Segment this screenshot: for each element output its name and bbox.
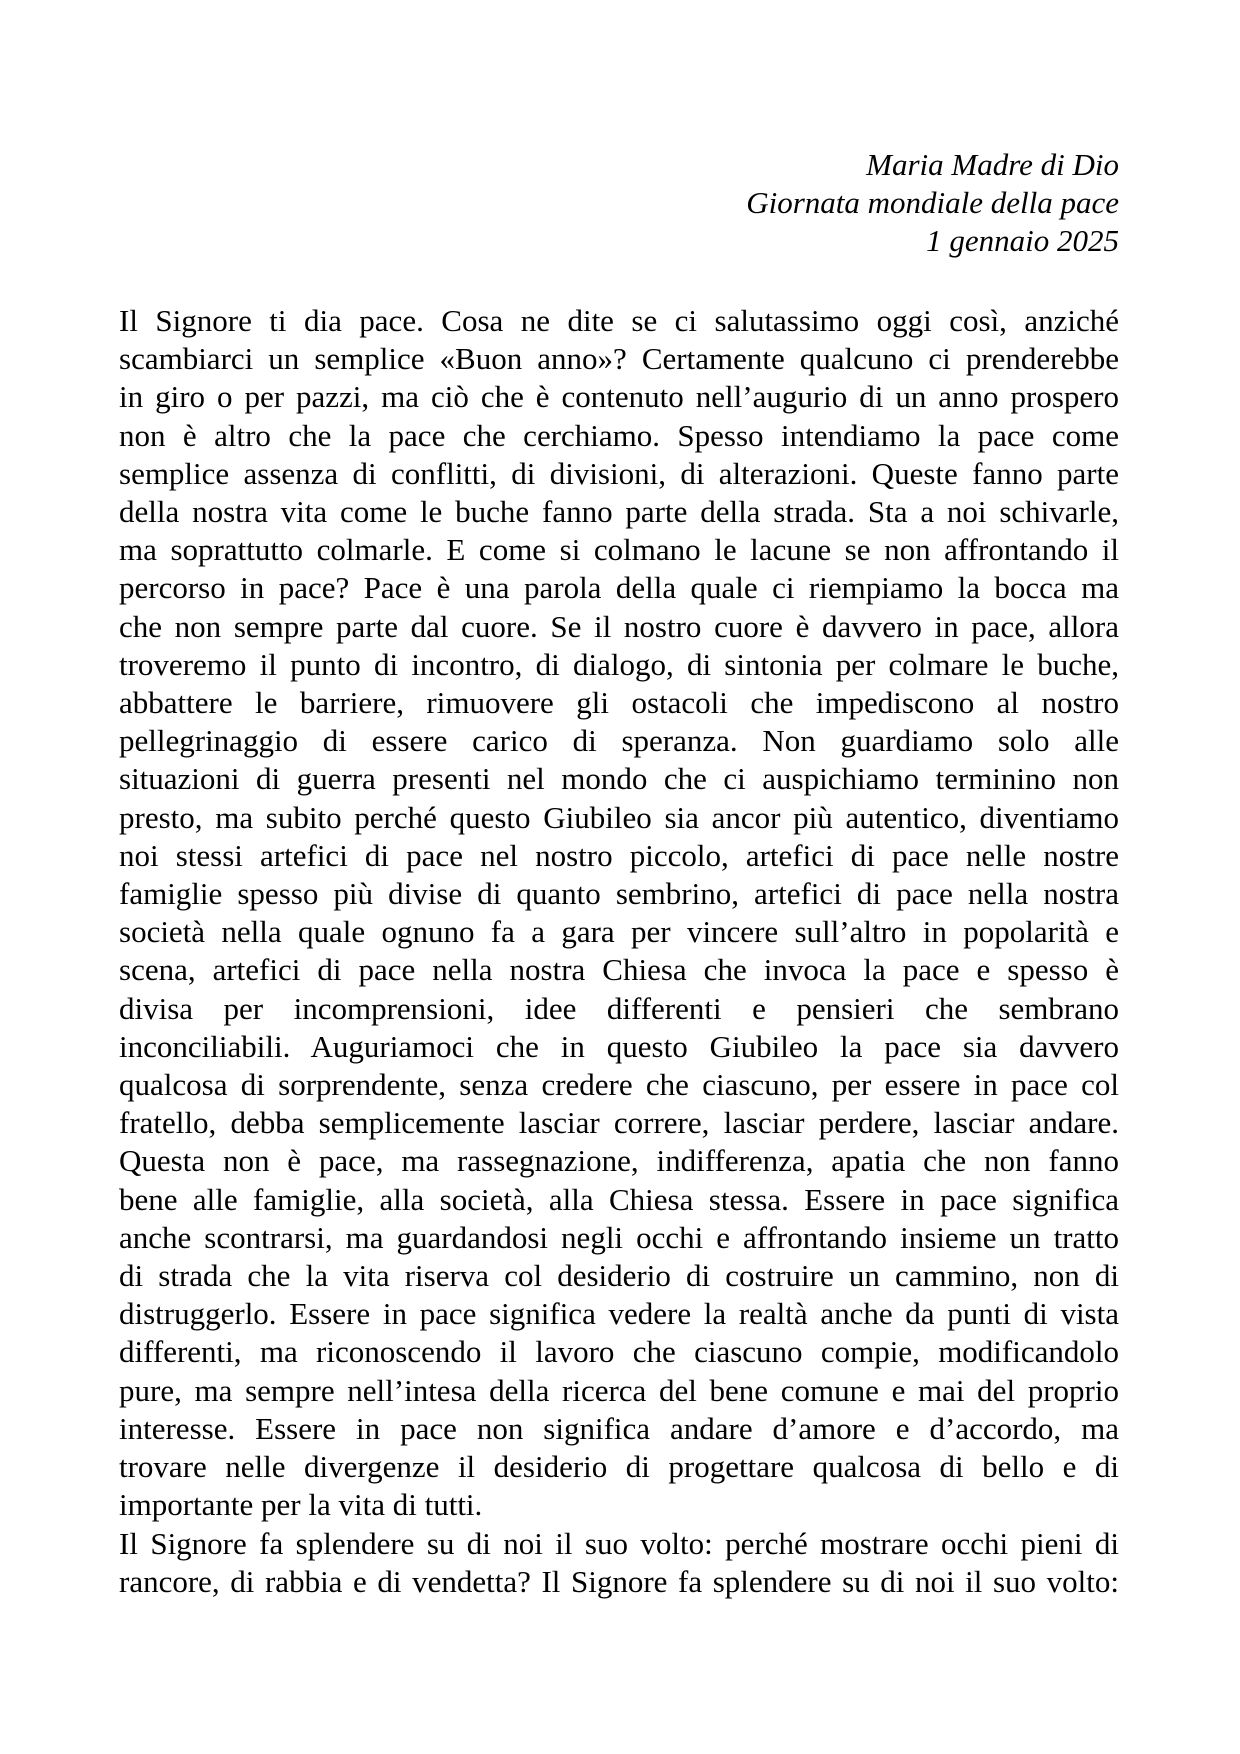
text-line: che non sempre parte dal cuore. Se il nostro cuore è davvero in pace, allora: [119, 608, 1119, 644]
text-line: inconciliabili. Auguriamoci che in questo Giubileo la pace sia davvero: [119, 1028, 1119, 1064]
paragraph: [119, 302, 1119, 1525]
text-line: Il Signore ti dia pace. Cosa ne dite se ci salutassimo oggi così, anziché: [119, 303, 1119, 338]
text-line: qualcosa di sorprendente, senza credere che ciascuno, per essere in pace col: [119, 1067, 1119, 1103]
text-line: rancore, di rabbia e di vendetta? Il Signore fa splendere su di noi il suo volto:: [119, 1563, 1119, 1599]
text-line: scena, artefici di pace nella nostra Chiesa che invoca la pace e spesso è: [119, 952, 1119, 988]
text-line: troveremo il punto di incontro, di dialogo, di sintonia per colmare le buche,: [119, 646, 1119, 682]
paragraph: [119, 1525, 1119, 1601]
text-line: trovare nelle divergenze il desiderio di progettare qualcosa di bello e di: [119, 1449, 1119, 1485]
text-line: semplice assenza di conflitti, di divisioni, di alterazioni. Queste fanno parte: [119, 455, 1119, 491]
text-line: importante per la vita di tutti.: [119, 1487, 483, 1523]
text-line: pure, ma sempre nell’intesa della ricerca del bene comune e mai del proprio: [119, 1372, 1119, 1408]
text-line: famiglie spesso più divise di quanto sembrino, artefici di pace nella nostra: [119, 876, 1119, 912]
text-line: situazioni di guerra presenti nel mondo che ci auspichiamo terminino non: [119, 761, 1119, 797]
text-line: della nostra vita come le buche fanno parte della strada. Sta a noi schivarle,: [119, 494, 1119, 530]
text-line: distruggerlo. Essere in pace significa vedere la realtà anche da punti di vista: [119, 1296, 1119, 1332]
text-line: scambiarci un semplice «Buon anno»? Certamente qualcuno ci prenderebbe: [119, 341, 1119, 377]
text-line: percorso in pace? Pace è una parola della quale ci riempiamo la bocca ma: [119, 570, 1119, 606]
header-occasion: Giornata mondiale della pace: [746, 185, 1119, 220]
text-line: ma soprattutto colmarle. E come si colmano le lacune se non affrontando il: [119, 532, 1119, 568]
document-header: [119, 146, 1119, 260]
document-body: [119, 302, 1119, 1601]
text-line: bene alle famiglie, alla società, alla Chiesa stessa. Essere in pace significa: [119, 1181, 1119, 1217]
header-date: 1 gennaio 2025: [926, 223, 1119, 258]
text-line: presto, ma subito perché questo Giubileo sia ancor più autentico, diventiamo: [119, 799, 1119, 835]
text-line: in giro o per pazzi, ma ciò che è contenuto nell’augurio di un anno prospero: [119, 379, 1119, 415]
text-line: non è altro che la pace che cerchiamo. Spesso intendiamo la pace come: [119, 417, 1119, 453]
text-line: società nella quale ognuno fa a gara per vincere sull’altro in popolarità e: [119, 914, 1119, 950]
text-line: di strada che la vita riserva col desiderio di costruire un cammino, non di: [119, 1258, 1119, 1294]
text-line: interesse. Essere in pace non significa andare d’amore e d’accordo, ma: [119, 1410, 1119, 1446]
text-line: anche scontrarsi, ma guardandosi negli occhi e affrontando insieme un tratto: [119, 1219, 1119, 1255]
text-line: divisa per incomprensioni, idee differenti e pensieri che sembrano: [119, 990, 1119, 1026]
text-line: noi stessi artefici di pace nel nostro piccolo, artefici di pace nelle nostre: [119, 837, 1119, 873]
text-line: pellegrinaggio di essere carico di speranza. Non guardiamo solo alle: [119, 723, 1119, 759]
text-line: Il Signore fa splendere su di noi il suo volto: perché mostrare occhi pieni di: [119, 1525, 1119, 1561]
text-line: differenti, ma riconoscendo il lavoro che ciascuno compie, modificandolo: [119, 1334, 1119, 1370]
header-feast-title: Maria Madre di Dio: [866, 147, 1119, 182]
text-line: fratello, debba semplicemente lasciar correre, lasciar perdere, lasciar andare.: [119, 1105, 1119, 1141]
text-line: Questa non è pace, ma rassegnazione, indifferenza, apatia che non fanno: [119, 1143, 1119, 1179]
text-line: abbattere le barriere, rimuovere gli ostacoli che impediscono al nostro: [119, 685, 1119, 721]
